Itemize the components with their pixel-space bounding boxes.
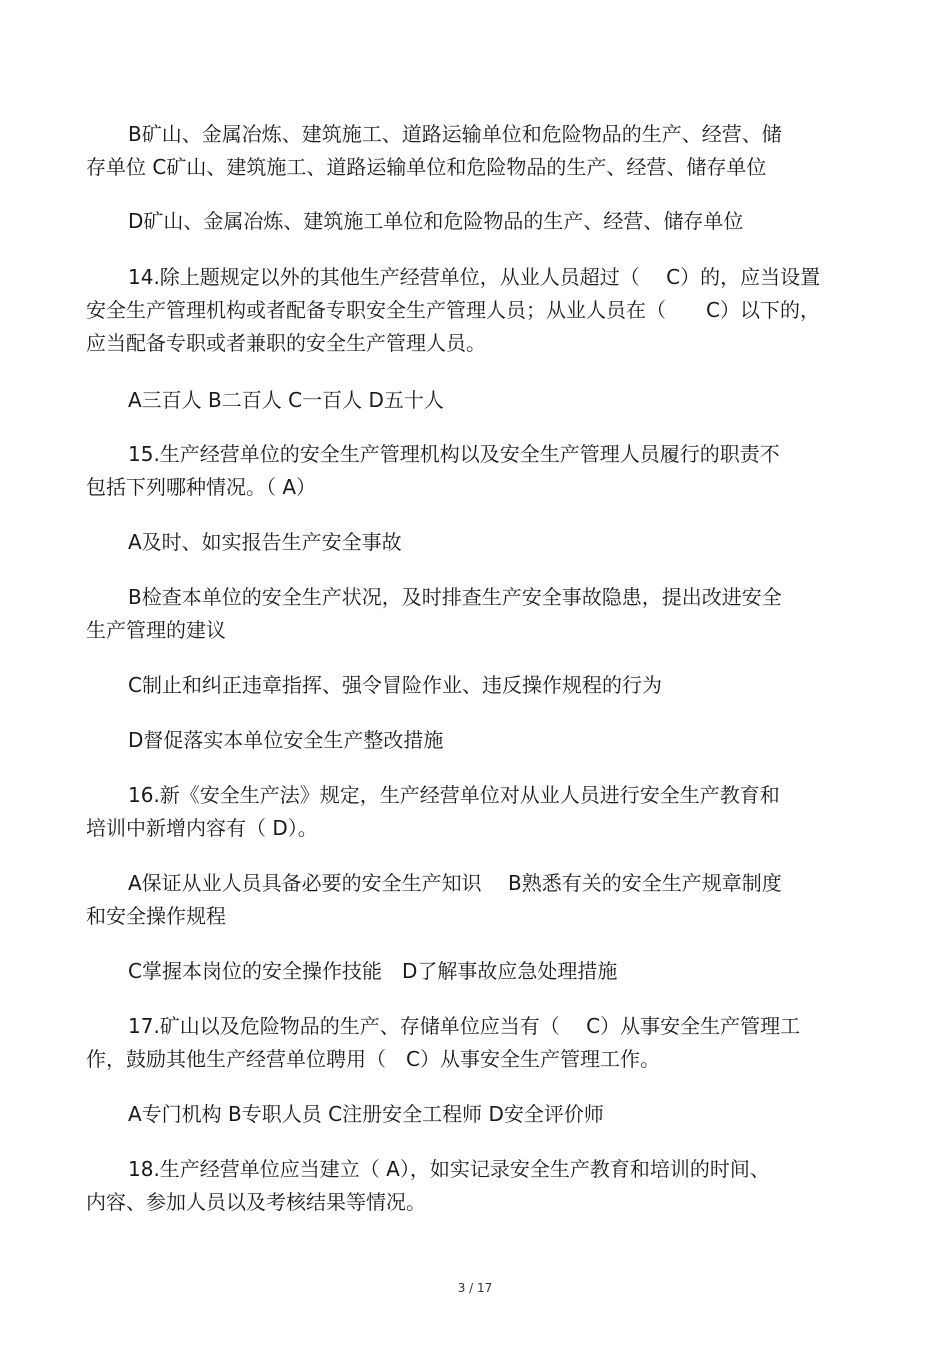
question-15	[86, 438, 866, 504]
option-a-15	[86, 526, 866, 559]
options-17	[86, 1098, 866, 1131]
text-line: A及时、如实报告生产安全事故	[128, 530, 402, 554]
text-line: 包括下列哪种情况。（ A）	[86, 475, 317, 499]
text-line: 14.除上题规定以外的其他生产经营单位，从业人员超过（ C）的，应当设置	[128, 265, 821, 289]
options-cd-16	[86, 955, 866, 988]
text-line: D矿山、金属冶炼、建筑施工单位和危险物品的生产、经营、储存单位	[128, 209, 744, 233]
text-line: 生产管理的建议	[86, 618, 226, 642]
text-line: 安全生产管理机构或者配备专职安全生产管理人员；从业人员在（ C）以下的，	[86, 298, 820, 322]
options-ab-16	[86, 867, 866, 933]
option-c-15	[86, 669, 866, 702]
paragraph-option-b-13	[86, 118, 866, 184]
text-line: B检查本单位的安全生产状况，及时排查生产安全事故隐患，提出改进安全	[128, 585, 782, 609]
text-line: 17.矿山以及危险物品的生产、存储单位应当有（ C）从事安全生产管理工	[128, 1014, 801, 1038]
question-17	[86, 1010, 866, 1076]
text-line: A三百人 B二百人 C一百人 D五十人	[128, 388, 444, 412]
text-line: 存单位 C矿山、建筑施工、道路运输单位和危险物品的生产、经营、储存单位	[86, 155, 767, 179]
options-14	[86, 384, 866, 417]
text-line: 16.新《安全生产法》规定，生产经营单位对从业人员进行安全生产教育和	[128, 783, 780, 807]
page-number: 3 / 17	[457, 1281, 493, 1295]
question-16	[86, 779, 866, 845]
text-line: C制止和纠正违章指挥、强令冒险作业、违反操作规程的行为	[128, 673, 662, 697]
text-line: A保证从业人员具备必要的安全生产知识 B熟悉有关的安全生产规章制度	[128, 871, 782, 895]
text-line: A专门机构 B专职人员 C注册安全工程师 D安全评价师	[128, 1102, 604, 1126]
text-line: 内容、参加人员以及考核结果等情况。	[86, 1190, 426, 1214]
question-18	[86, 1153, 866, 1219]
text-line: 应当配备专职或者兼职的安全生产管理人员。	[86, 331, 486, 355]
text-line: 15.生产经营单位的安全生产管理机构以及安全生产管理人员履行的职责不	[128, 442, 780, 466]
text-line: 作，鼓励其他生产经营单位聘用（ C）从事安全生产管理工作。	[86, 1047, 660, 1071]
text-line: 和安全操作规程	[86, 904, 226, 928]
question-14	[86, 261, 866, 360]
option-d-15	[86, 724, 866, 757]
text-line: B矿山、金属冶炼、建筑施工、道路运输单位和危险物品的生产、经营、储	[128, 122, 782, 146]
option-b-15	[86, 581, 866, 647]
text-line: 18.生产经营单位应当建立（ A），如实记录安全生产教育和培训的时间、	[128, 1157, 770, 1181]
paragraph-option-d-13	[86, 205, 866, 238]
text-line: C掌握本岗位的安全操作技能 D了解事故应急处理措施	[128, 959, 618, 983]
text-line: 培训中新增内容有（ D）。	[86, 816, 318, 840]
text-line: D督促落实本单位安全生产整改措施	[128, 728, 444, 752]
